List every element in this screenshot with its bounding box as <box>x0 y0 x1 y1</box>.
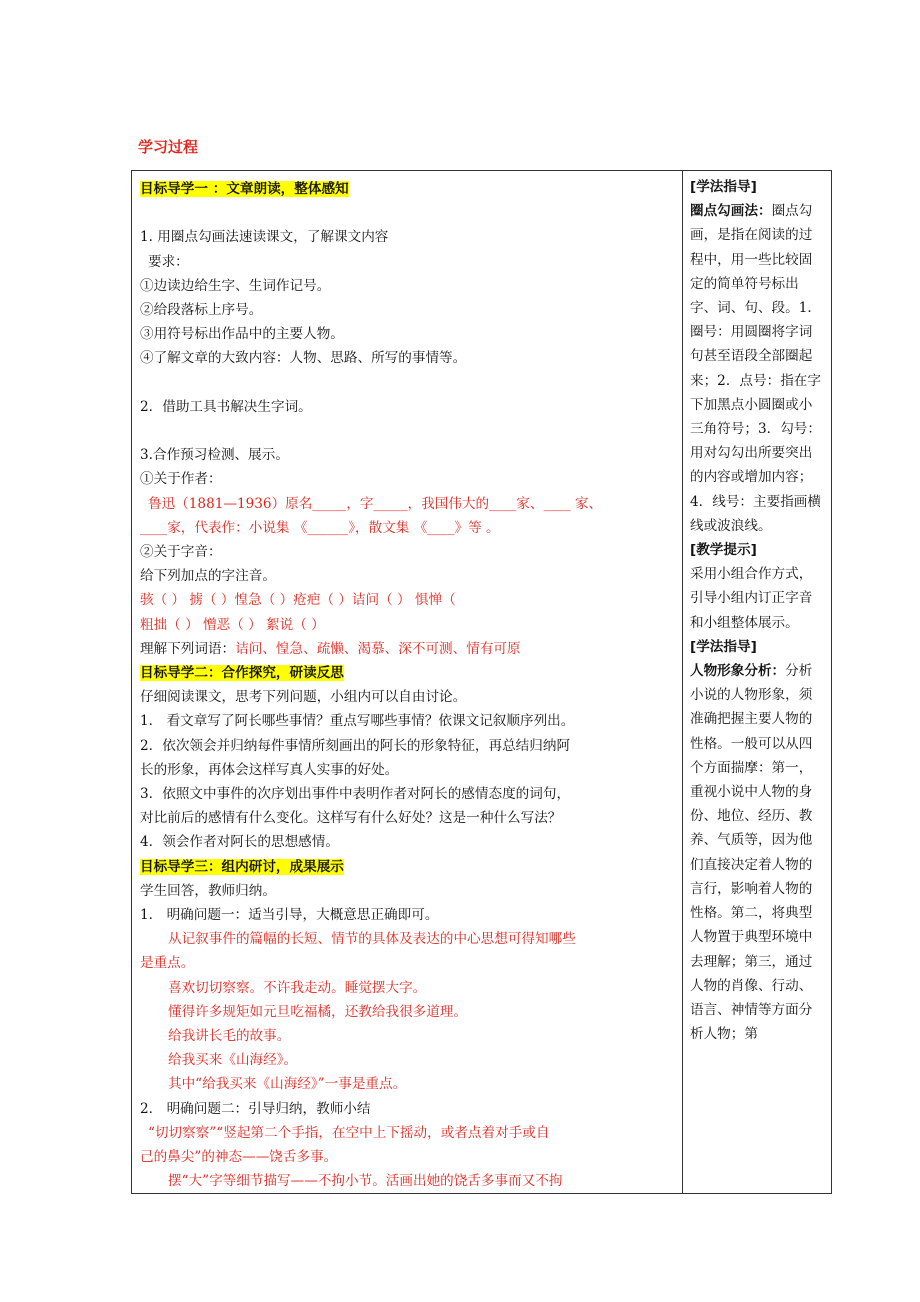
s1-req: 要求： <box>148 253 189 270</box>
s1-author-line1: 鲁迅（1881—1936）原名_____，字_____，我国伟大的____家、____ 家、 <box>148 495 603 512</box>
study-process-table <box>131 170 832 1194</box>
s2-intro: 仔细阅读课文，思考下列问题，小组内可以自由讨论。 <box>140 689 467 706</box>
guide-heading-3: [学法指导] <box>690 638 757 655</box>
s3-a1-r1b: 是重点。 <box>140 955 195 972</box>
s3-a2-r2: 摆“大”字等细节描写——不拘小节。活画出她的饶舌多事而又不拘 <box>168 1173 563 1190</box>
s3-a2: 2． 明确问题二：引导归纳，教师小结 <box>140 1100 371 1117</box>
s3-a2-r1: “切切察察”“竖起第二个手指，在空中上下摇动，或者点着对手或自 <box>148 1124 550 1141</box>
s1-author-line2: ____家，代表作：小说集 《______》，散文集 《____》等 。 <box>140 519 500 536</box>
s1-q3: 3.合作预习检测、展示。 <box>140 447 289 464</box>
s1-author: ①关于作者： <box>140 471 222 488</box>
s1-vocab-label: 理解下列词语： <box>140 640 236 657</box>
s1-q2: 2．借助工具书解决生字词。 <box>140 398 312 415</box>
guide-term-1: 圈点勾画法： <box>690 203 772 220</box>
s3-a1-r4: 给我讲长毛的故事。 <box>168 1028 291 1045</box>
s3-a1-r2: 喜欢切切察察。不许我走动。睡觉摆大字。 <box>168 979 427 996</box>
section-1-title: 目标导学一 ：文章朗读，整体感知 <box>140 181 349 197</box>
s1-pron-line2: 粗拙（ ） 憎恶（ ） 絮说（ ） <box>140 616 325 633</box>
guide-heading-2: [教学提示] <box>690 542 757 559</box>
s2-q2b: 长的形象，再体会这样写真人实事的好处。 <box>140 761 399 778</box>
s2-q4: 4．领会作者对阿长的思想感情。 <box>140 834 339 851</box>
s1-vocab-words: 诘问、惶急、疏懒、渴慕、深不可测、情有可原 <box>235 640 521 657</box>
s3-a1-r1: 从记叙事件的篇幅的长短、情节的具体及表达的中心思想可得知哪些 <box>168 931 576 948</box>
guide-heading-1: [学法指导] <box>690 179 757 195</box>
s3-a1: 1． 明确问题一：适当引导，大概意思正确即可。 <box>140 907 439 924</box>
s3-a1-r3: 懂得许多规矩如元旦吃福橘，还教给我很多道理。 <box>168 1003 468 1020</box>
right-column <box>683 171 832 1194</box>
s2-q2a: 2．依次领会并归纳每件事情所刻画出的阿长的形象特征，再总结归纳阿 <box>140 737 571 754</box>
s2-q3b: 对比前后的感情有什么变化。这样写有什么好处？这是一种什么写法？ <box>140 810 562 827</box>
s1-r2: ②给段落标上序号。 <box>140 302 263 318</box>
s1-r3: ③用符号标出作品中的主要人物。 <box>140 326 344 343</box>
page-title: 学习过程 <box>138 138 199 156</box>
s3-a1-r5: 给我买来《山海经》。 <box>168 1052 298 1069</box>
guide-term-3: 人物形象分析： <box>690 663 786 680</box>
s1-r4: ④了解文章的大致内容：人物、思路、所写的事情等。 <box>140 350 467 367</box>
section-2-title: 目标导学二：合作探究，研读反思 <box>140 665 344 682</box>
s3-a2-r1b: 己的鼻尖”的神态——饶舌多事。 <box>140 1149 338 1166</box>
guide-text-1: 圈点勾画，是指在阅读的过程中，用一些比较固定的简单符号标出字、词、句、段。1．圈号：用圆圈将字词句甚至语段全部圈起来；2．点号：指在字下加黑点小圆圈或小三角符号；3．勾号：用对勾勾出所要突出的内容或增加内容；4．线号：主要指画横线或波浪线。 <box>690 203 821 534</box>
s3-a1-r6: 其中“给我买来《山海经》”一事是重点。 <box>168 1076 407 1093</box>
guide-text-3: 分析小说的人物形象，须准确把握主要人物的性格。一般可以从四个方面揣摩：第一，重视小说中人物的身份、地位、经历、教养、气质等，因为他们直接决定着人物的言行，影响着人物的性格。第二，将典型人物置于典型环境中去理解；第三，通过人物的肖像、行动、语言、神情等方面分析人物；第 <box>690 663 813 1043</box>
s2-q1: 1． 看文章写了阿长哪些事情？重点写哪些事情？依课文记叙顺序列出。 <box>140 713 575 730</box>
s1-r1: ①边读边给生字、生词作记号。 <box>140 277 331 294</box>
s1-pron: ②关于字音： <box>140 544 222 560</box>
s1-q1: 1. 用圈点勾画法速读课文，了解课文内容 <box>140 229 389 246</box>
left-column <box>132 171 683 1194</box>
s3-intro: 学生回答，教师归纳。 <box>140 882 276 899</box>
section-3-title: 目标导学三：组内研讨，成果展示 <box>140 858 344 875</box>
s1-pron-instr: 给下列加点的字注音。 <box>140 568 276 585</box>
s1-pron-line1: 骇（ ） 掳（ ）惶急（ ）疮疤（ ）诘问（ ） 惧惮（ <box>140 592 456 609</box>
guide-text-2: 采用小组合作方式，引导小组内订正字音和小组整体展示。 <box>690 566 813 631</box>
s2-q3a: 3．依照文中事件的次序划出事件中表明作者对阿长的感情态度的词句， <box>140 786 571 803</box>
